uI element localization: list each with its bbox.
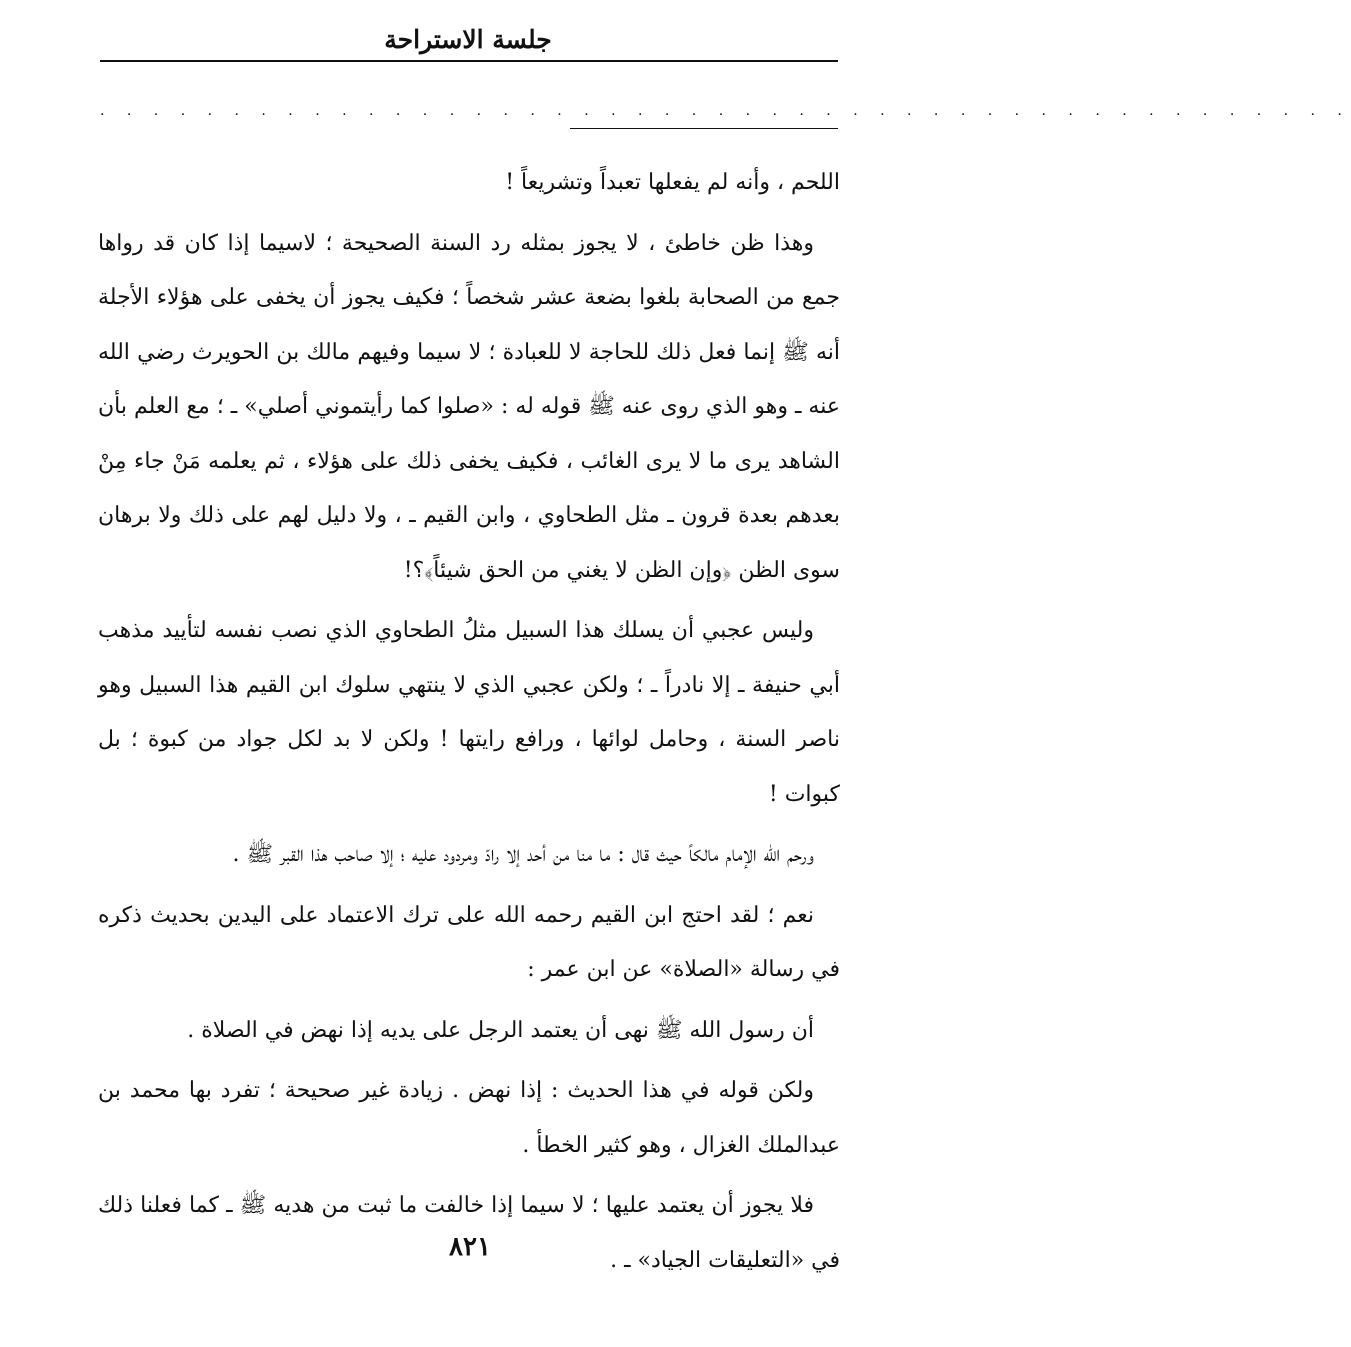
- paragraph: وليس عجبي أن يسلك هذا السبيل مثلُ الطحاوي الذي نصب نفسه لتأييد مذهب أبي حنيفة ـ إلا نادراً ـ ؛ ولكن عجبي الذي لا ينتهي سلوك ابن القيم هذا السبيل وهو ناصر السنة ، وحامل لوائها ، ورافع رايتها ! ولكن لا بد لكل جواد من كبوة ؛ بل كبوات !: [98, 618, 840, 807]
- hadith-quote: أن رسول الله ﷺ نهى أن يعتمد الرجل على يديه إذا نهض في الصلاة .: [187, 1017, 814, 1043]
- paragraph: ولكن قوله في هذا الحديث : إذا نهض . زيادة غير صحيحة ؛ تفرد بها محمد بن عبدالملك الغزال ، وهو كثير الخطأ .: [98, 1078, 840, 1158]
- dotted-separator: . . . . . . . . . . . . . . . . . . . . . . . . . . . . . . . . . . . . . . . . . . . . . . .: [100, 103, 1351, 119]
- paragraph: نعم ؛ لقد احتج ابن القيم رحمه الله على ترك الاعتماد على اليدين بحديث ذكره في رسالة «الصلاة» عن ابن عمر :: [98, 902, 840, 982]
- paragraph-continuation: اللحم ، وأنه لم يفعلها تعبداً وتشريعاً !: [505, 170, 840, 195]
- running-header-title: جلسة الاستراحة: [384, 25, 552, 54]
- header-rule: [100, 60, 838, 62]
- paragraph: وهذا ظن خاطئ ، لا يجوز بمثله رد السنة الصحيحة ؛ لاسيما إذا كان قد رواها جمع من الصحابة بلغوا بضعة عشر شخصاً ؛ فكيف يجوز أن يخفى على هؤلاء الأجلة أنه ﷺ إنما فعل ذلك للحاجة لا للعبادة ؛ لا سيما وفيهم مالك بن الحويرث رضي الله عنه ـ وهو الذي روى عنه ﷺ قوله له : «صلوا كما رأيتموني أصلي» ـ ؛ مع العلم بأن الشاهد يرى ما لا يرى الغائب ، فكيف يخفى ذلك على هؤلاء ، ثم يعلمه مَنْ جاء مِنْ بعدهم بعدة قرون ـ مثل الطحاوي ، وابن القيم ـ ، ولا دليل لهم على ذلك ولا برهان سوى الظن ﴿وإن الظن لا يغني من الحق شيئاً﴾؟!: [98, 230, 840, 583]
- paragraph: ورحم الله الإمام مالكاً حيث قال : ما منا من أحد إلا رادّ ومردود عليه ؛ إلا صاحب هذا القبر ﷺ .: [232, 842, 814, 867]
- main-text: [98, 156, 840, 1294]
- paragraph: فلا يجوز أن يعتمد عليها ؛ لا سيما إذا خالفت ما ثبت من هديه ﷺ ـ كما فعلنا ذلك في «التعليقات الجياد» ـ .: [98, 1193, 840, 1273]
- page-number: ٨٢١: [449, 1232, 491, 1262]
- separator-short-rule: [570, 128, 838, 129]
